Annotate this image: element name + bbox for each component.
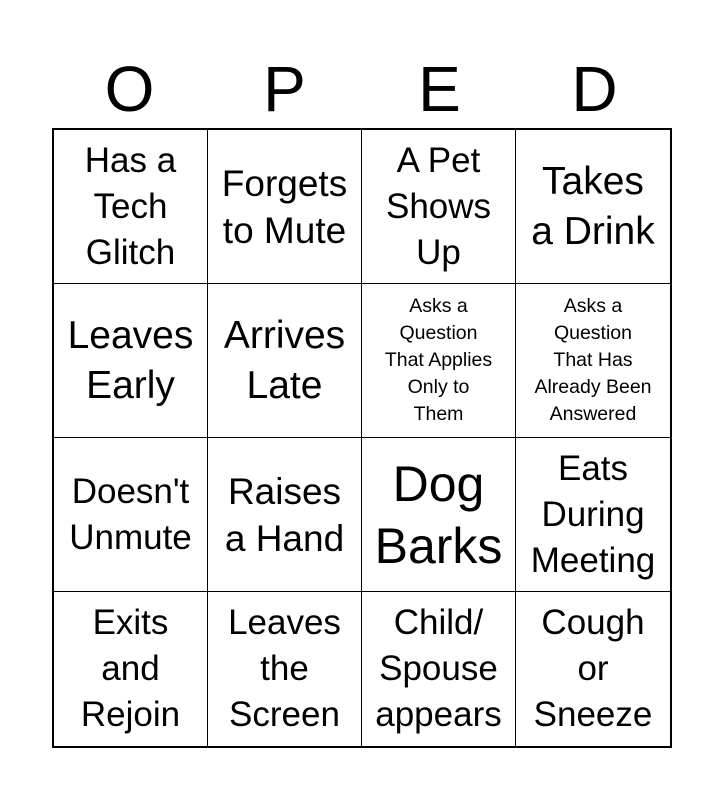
cell-label: Leaves Early xyxy=(67,313,194,407)
bingo-cell-r4-c2[interactable] xyxy=(208,592,362,746)
bingo-header xyxy=(52,50,672,128)
bingo-cell-r2-c4[interactable] xyxy=(516,284,670,438)
cell-label: Has a Tech Glitch xyxy=(84,140,177,272)
bingo-cell-r4-c3[interactable] xyxy=(362,592,516,746)
bingo-cell-r4-c1[interactable] xyxy=(54,592,208,746)
cell-label: Child/ Spouse appears xyxy=(375,603,502,734)
bingo-cell-r1-c2[interactable] xyxy=(208,130,362,284)
cell-label: Takes a Drink xyxy=(531,159,655,253)
cell-label: Cough or Sneeze xyxy=(533,603,653,734)
cell-label: Eats During Meeting xyxy=(530,448,656,580)
bingo-grid xyxy=(52,128,672,748)
cell-label: Asks a Question That Has Already Been Answered xyxy=(534,295,652,425)
bingo-cell-r3-c3[interactable] xyxy=(362,438,516,592)
cell-label: A Pet Shows Up xyxy=(385,140,492,272)
bingo-cell-r3-c4[interactable] xyxy=(516,438,670,592)
cell-label: Leaves the Screen xyxy=(228,603,341,734)
cell-label: Forgets to Mute xyxy=(221,162,348,251)
bingo-cell-r2-c2[interactable] xyxy=(208,284,362,438)
bingo-cell-r1-c3[interactable] xyxy=(362,130,516,284)
cell-label: Doesn't Unmute xyxy=(69,471,192,557)
bingo-cell-r4-c4[interactable] xyxy=(516,592,670,746)
cell-label: Raises a Hand xyxy=(224,470,345,559)
header-letter-p: P xyxy=(263,53,306,125)
cell-label: Exits and Rejoin xyxy=(80,603,181,734)
bingo-cell-r2-c1[interactable] xyxy=(54,284,208,438)
header-letter-o: O xyxy=(104,53,155,125)
bingo-cell-r3-c2[interactable] xyxy=(208,438,362,592)
header-letter-e: E xyxy=(418,53,461,125)
bingo-cell-r2-c3[interactable] xyxy=(362,284,516,438)
bingo-cell-r3-c1[interactable] xyxy=(54,438,208,592)
bingo-cell-r1-c1[interactable] xyxy=(54,130,208,284)
bingo-cell-r1-c4[interactable] xyxy=(516,130,670,284)
cell-label: Asks a Question That Applies Only to Them xyxy=(384,295,493,425)
header-letter-d: D xyxy=(571,53,618,125)
cell-label: Dog Barks xyxy=(374,455,503,574)
cell-label: Arrives Late xyxy=(223,313,346,407)
